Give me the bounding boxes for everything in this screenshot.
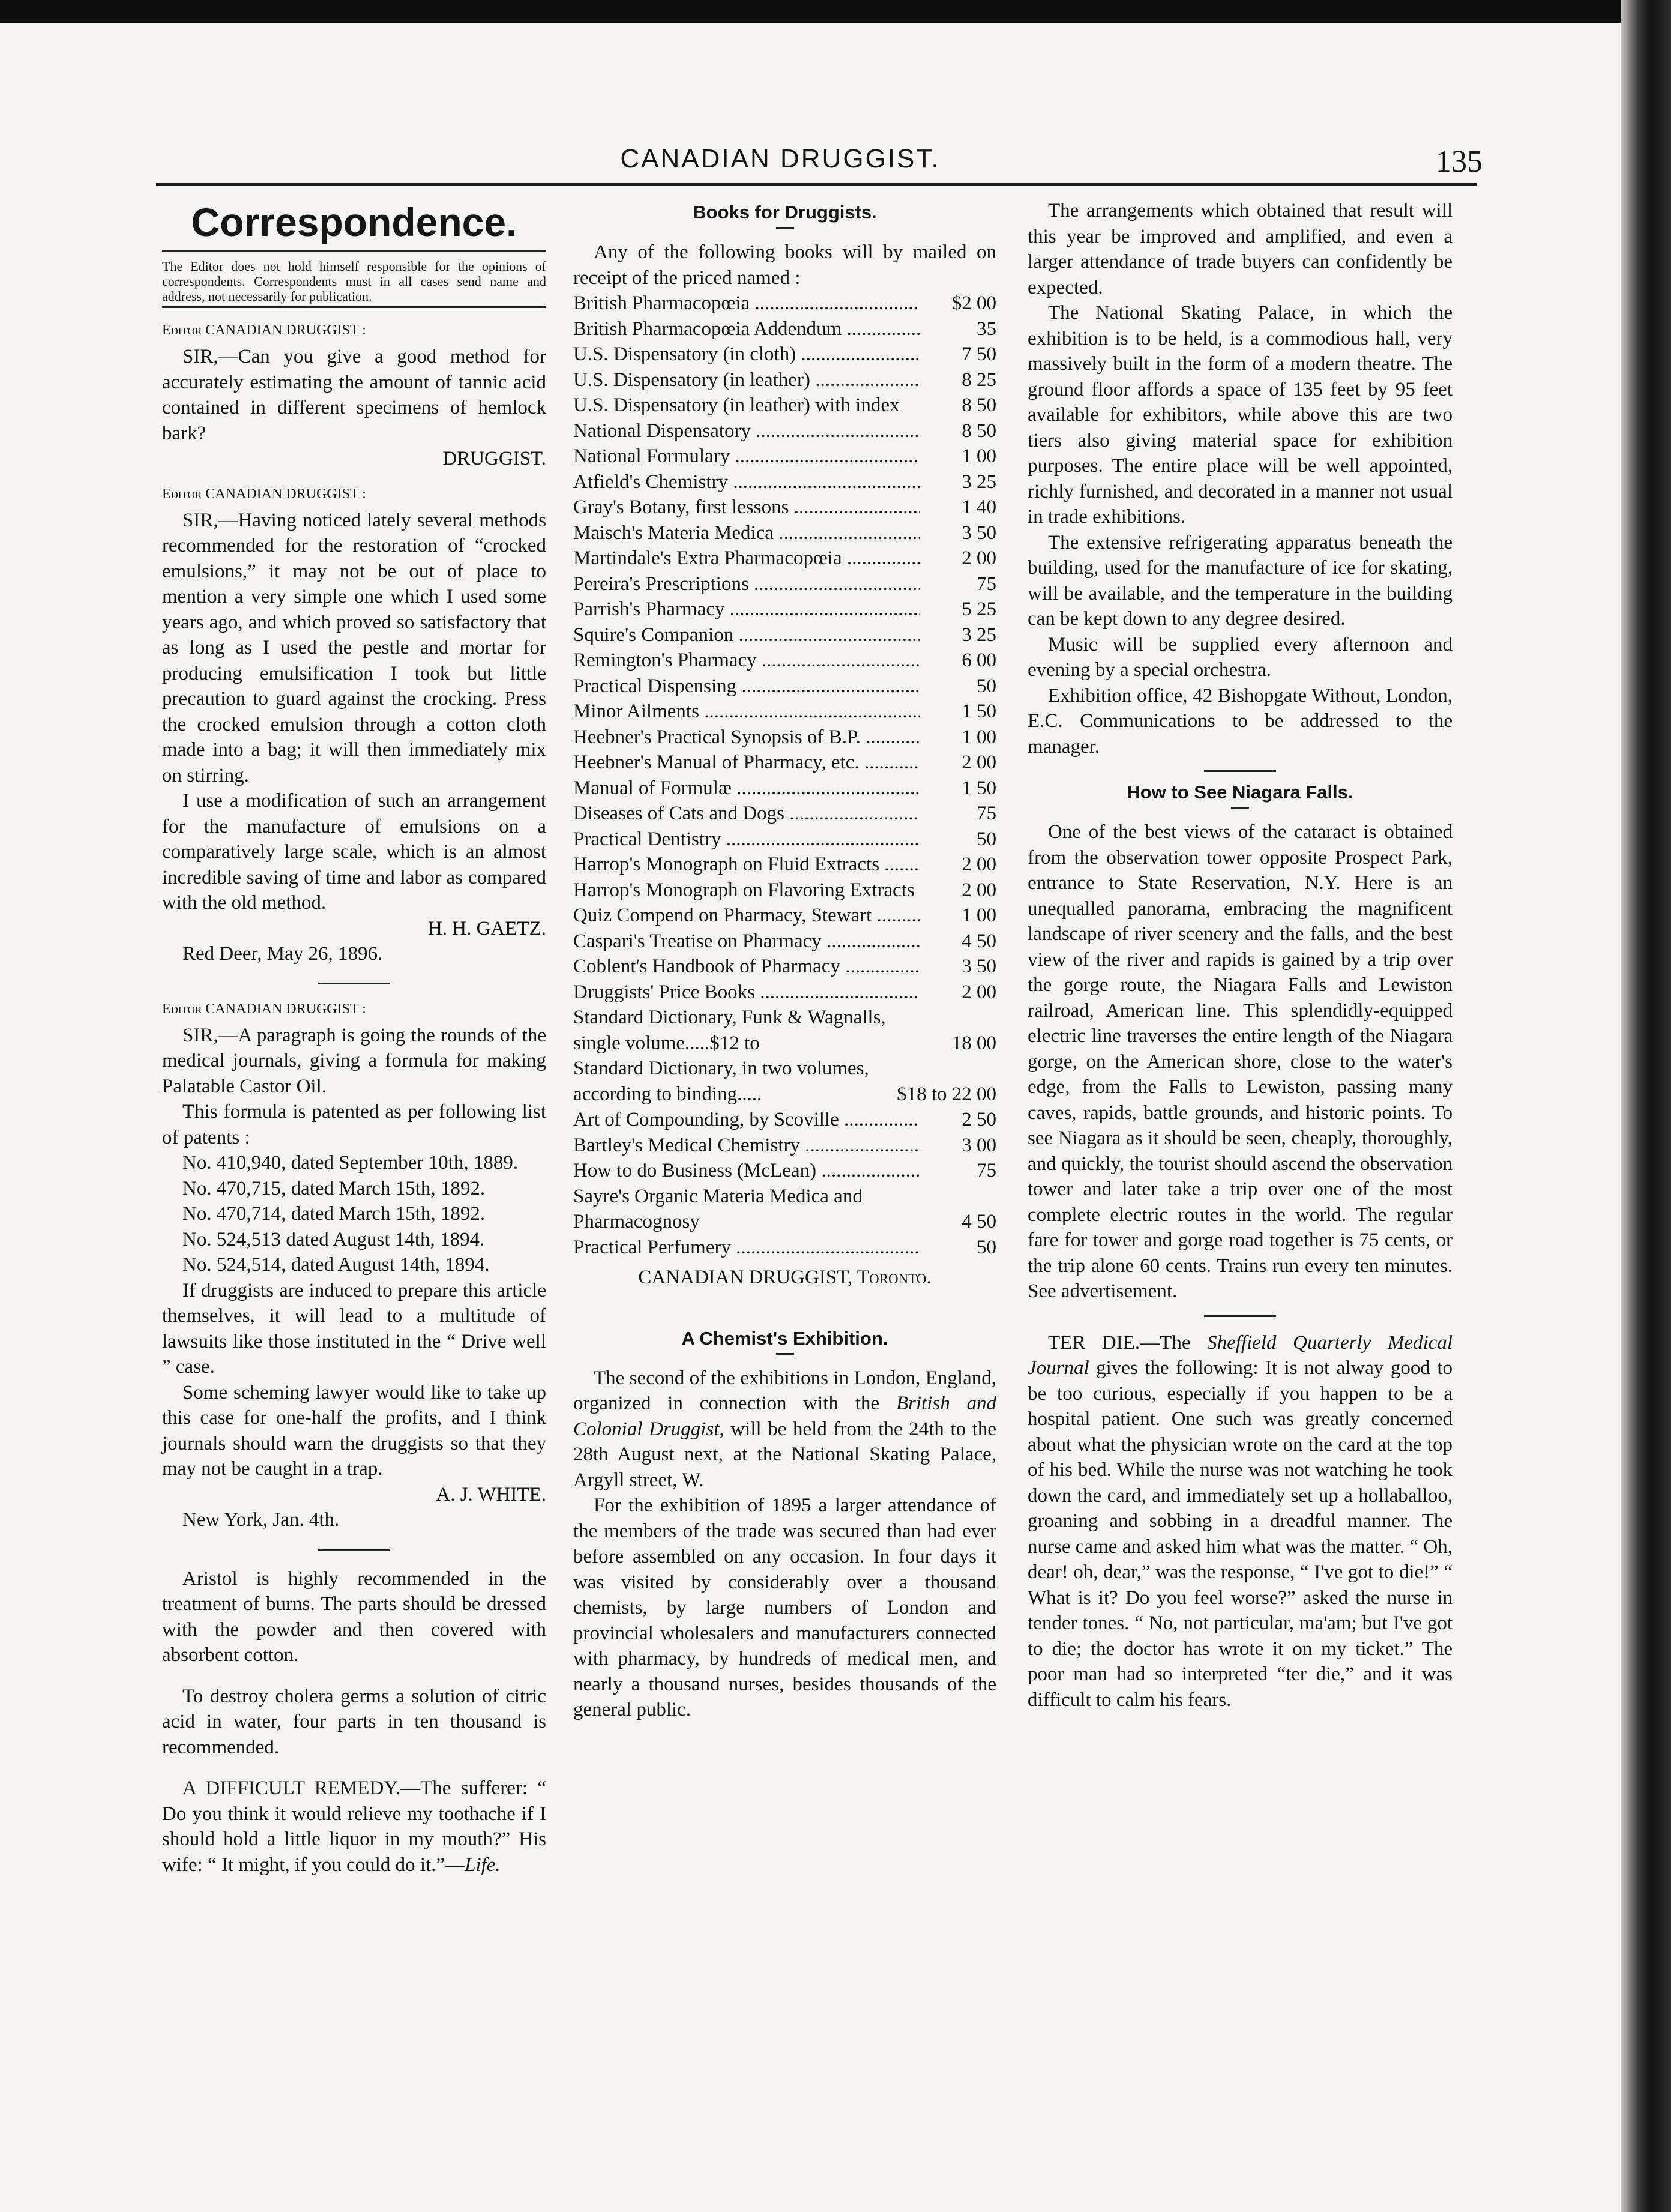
patent-item: No. 524,513 dated August 14th, 1894. (182, 1228, 485, 1250)
book-title: Harrop's Monograph on Fluid Extracts ..... (573, 852, 920, 878)
book-title: Gray's Botany, first lessons ..... (573, 495, 920, 520)
book-title: Practical Dentistry ..... (573, 827, 920, 852)
book-price: 5 25 (962, 598, 996, 620)
letter-place-date: New York, Jan. 4th. (182, 1509, 340, 1531)
letter-salutation: Editor CANADIAN DRUGGIST : (162, 322, 366, 338)
book-title: Heebner's Manual of Pharmacy, etc. ..... (573, 750, 920, 776)
letter-paragraph: I use a modification of such an arrangement for the manufacture of emulsions on a comparatively large scale, which is an almost incredible saving of time and labor as compared with the old method. (162, 790, 546, 914)
book-title: Minor Ailments ..... (573, 699, 920, 725)
exhibition-paragraph: Music will be supplied every afternoon and evening by a special orchestra. (1028, 633, 1453, 681)
header-rule (156, 183, 1477, 186)
book-title: National Formulary ..... (573, 444, 920, 469)
ter-die-lead: TER DIE. (1048, 1331, 1140, 1354)
exhibition-paragraph: The National Skating Palace, in which the exhibition is to be held, is a commodious hall, very massively built in the form of a modern theatre. The ground floor affords a space of 135 feet by 95 feet available for exhibitors, while above this are two tiers also giving material space for exhibition purposes. The entire place will be well appointed, richly furnished, and decorated in a manner not usual in trade exhibitions. (1028, 302, 1453, 528)
book-price: 50 (977, 675, 996, 697)
book-price: 6 00 (962, 649, 996, 671)
book-item (573, 852, 996, 878)
letter-body: SIR,—Can you give a good method for accurately estimating the amount of tannic acid contained in different specimens of hemlock bark? (162, 346, 546, 444)
remedy-body: —The sufferer: “ Do you think it would relieve my toothache if I should hold a little liquor in my mouth?” His wife: “ It might, if you could do it.”— (162, 1777, 546, 1876)
book-item (573, 1056, 996, 1107)
book-item (573, 597, 996, 622)
book-item (573, 622, 996, 648)
running-head: CANADIAN DRUGGIST. (620, 144, 941, 173)
book-price: $2 00 (951, 292, 996, 314)
exhibition-text: The second of the exhibitions in London, England, organized in connection with the (573, 1367, 996, 1414)
book-item (573, 291, 996, 316)
book-item (573, 648, 996, 674)
section-title-exhibition: A Chemist's Exhibition. (681, 1327, 888, 1349)
book-title: Martindale's Extra Pharmacopœia ..... (573, 546, 920, 571)
book-price: 1 00 (962, 905, 996, 926)
letter-paragraph: This formula is patented as per following list of patents : (162, 1101, 546, 1148)
book-item (573, 954, 996, 980)
book-title: National Dispensatory ..... (573, 418, 920, 444)
book-item (573, 520, 996, 546)
book-price: 8 25 (962, 369, 996, 391)
book-title: Practical Dispensing ..... (573, 674, 920, 699)
section-title-niagara: How to See Niagara Falls. (1127, 782, 1353, 803)
book-item (573, 1107, 996, 1133)
book-item (573, 699, 996, 725)
exhibition-paragraph: Exhibition office, 42 Bishopgate Without, London, E.C. Communications to be addressed to the manager. (1028, 684, 1453, 758)
book-title: Coblent's Handbook of Pharmacy ..... (573, 954, 920, 980)
book-price: 3 50 (962, 956, 996, 977)
journal-name: British and Colonial Druggist (573, 1393, 996, 1440)
patent-item: No. 470,715, dated March 15th, 1892. (182, 1177, 486, 1199)
book-title: Standard Dictionary, in two volumes, according to binding..... (573, 1058, 869, 1105)
book-price: 1 50 (962, 777, 996, 799)
book-price: 1 50 (962, 701, 996, 722)
book-price: 1 00 (962, 445, 996, 467)
book-title: Caspari's Treatise on Pharmacy ..... (573, 929, 920, 954)
book-item (573, 1235, 996, 1261)
book-item (573, 1184, 996, 1235)
book-item (573, 418, 996, 444)
book-price: 2 00 (962, 547, 996, 569)
book-price: 3 25 (962, 624, 996, 646)
patent-item: No. 470,714, dated March 15th, 1892. (182, 1203, 486, 1225)
book-item (573, 546, 996, 571)
column-2 (573, 198, 996, 1723)
book-price: 4 50 (962, 1211, 996, 1232)
book-item (573, 444, 996, 469)
books-intro: Any of the following books will by mailed on receipt of the priced named : (573, 241, 996, 289)
divider (318, 983, 390, 984)
book-item (573, 776, 996, 801)
letter-paragraph: Some scheming lawyer would like to take up this case for one-half the profits, and I think journals should warn the druggists so that they may not be caught in a trap. (162, 1381, 546, 1480)
book-price: 2 50 (962, 1109, 996, 1130)
divider (1204, 770, 1276, 772)
book-title: Harrop's Monograph on Flavoring Extracts (573, 879, 915, 901)
book-price: 2 00 (962, 752, 996, 773)
book-price: 35 (977, 318, 996, 340)
book-price: 8 50 (962, 420, 996, 442)
book-title: U.S. Dispensatory (in cloth) ..... (573, 342, 920, 367)
divider (776, 1353, 794, 1355)
book-item (573, 571, 996, 597)
difficult-remedy (162, 1776, 546, 1878)
book-item (573, 929, 996, 954)
book-price: 2 00 (962, 981, 996, 1003)
book-title: Practical Perfumery ..... (573, 1235, 920, 1261)
book-title: U.S. Dispensatory (in leather) ..... (573, 367, 920, 393)
book-title: Sayre's Organic Materia Medica and Pharmacognosy (573, 1185, 863, 1232)
book-item (573, 316, 996, 342)
book-title: Art of Compounding, by Scoville ..... (573, 1107, 920, 1133)
book-title: British Pharmacopœia Addendum ..... (573, 316, 920, 342)
book-price: 4 50 (962, 930, 996, 952)
exhibition-paragraph: The extensive refrigerating apparatus beneath the building, used for the manufacture of ice for skating, will be available, and the temperature in the building can be kept down to any degree desired. (1028, 531, 1453, 630)
top-scan-edge (0, 0, 1671, 23)
book-item (573, 903, 996, 929)
book-price: 75 (977, 573, 996, 595)
letter-paragraph: If druggists are induced to prepare this article themselves, it will lead to a multitude of lawsuits like those instituted in the “ Drive well ” case. (162, 1279, 546, 1378)
divider (162, 250, 546, 252)
book-title: Heebner's Practical Synopsis of B.P. ..... (573, 725, 920, 750)
book-price: 3 00 (962, 1134, 996, 1156)
book-title: Maisch's Materia Medica ..... (573, 520, 920, 546)
book-price: 75 (977, 803, 996, 824)
book-title: Standard Dictionary, Funk & Wagnalls, single volume.....$12 to (573, 1007, 886, 1054)
book-price: 2 00 (962, 854, 996, 875)
book-price: 8 50 (962, 394, 996, 416)
book-title: Diseases of Cats and Dogs ..... (573, 801, 920, 827)
book-item (573, 801, 996, 827)
divider (1231, 807, 1249, 809)
ter-die-text: gives the following: It is not alway good to be too curious, especially if you happen to be a hospital patient. One such was greatly concerned about what the physician wrote on the card at the top of his bed. While the nurse was not watching he took down the card, and immediately set up a hollaballoo, groaning and sobbing in a dreadful manner. The nurse came and asked him what was the matter. “ Oh, dear! oh, dear,” was the response, “ I've got to die!” “ What is it? Do you feel worse?” asked the nurse in tender tones. “ No, not particular, ma'am; but I've got to die; the doctor has wrote it on my ticket.” The poor man had so interpreted “ter die,” and it was difficult to calm his fears. (1028, 1357, 1453, 1711)
book-price: 18 00 (951, 1032, 996, 1054)
book-item (573, 469, 996, 495)
book-item (573, 980, 996, 1005)
book-item (573, 1005, 996, 1056)
exhibition-paragraph (573, 1366, 996, 1493)
right-scan-edge (1621, 0, 1671, 2212)
book-item (573, 827, 996, 852)
book-title: Bartley's Medical Chemistry ..... (573, 1133, 920, 1159)
book-item (573, 393, 996, 418)
book-title: Atfield's Chemistry ..... (573, 469, 920, 495)
book-title: Manual of Formulæ ..... (573, 776, 920, 801)
book-item (573, 1158, 996, 1184)
divider (1204, 1315, 1276, 1317)
book-item (573, 495, 996, 520)
ter-die-article (1028, 1330, 1453, 1713)
book-price: 1 00 (962, 726, 996, 748)
exhibition-paragraph: The arrangements which obtained that result will this year be improved and amplified, and even a larger attendance of trade buyers can confidently be expected. (1028, 200, 1453, 298)
column-3 (1028, 198, 1453, 1713)
book-price: 50 (977, 1236, 996, 1258)
remedy-lead: A DIFFICULT REMEDY. (182, 1777, 401, 1799)
book-price: 7 50 (962, 343, 996, 365)
column-1 (162, 198, 546, 1878)
divider (162, 306, 546, 308)
book-price: 3 25 (962, 471, 996, 493)
book-price: $18 to 22 00 (897, 1083, 996, 1105)
letter-signature: DRUGGIST. (442, 448, 546, 469)
book-title: Remington's Pharmacy ..... (573, 648, 920, 674)
letter-salutation: Editor CANADIAN DRUGGIST : (162, 1001, 366, 1017)
book-list (573, 291, 996, 1260)
letter-signature: H. H. GAETZ. (427, 917, 546, 939)
letter-salutation: Editor CANADIAN DRUGGIST : (162, 486, 366, 502)
divider (776, 227, 794, 229)
book-title: Druggists' Price Books ..... (573, 980, 920, 1005)
book-item (573, 878, 996, 903)
book-price: 1 40 (962, 496, 996, 518)
exhibition-paragraph: For the exhibition of 1895 a larger attendance of the members of the trade was secured than had ever before assembled on any occasion. In four days it was visited by considerably over a thousand chemists, by large numbers of London and provincial wholesalers and manufacturers connected with pharmacy, by hundreds of medical men, and nearly a thousand nurses, besides thousands of the general public. (573, 1495, 996, 1720)
patent-item: No. 410,940, dated September 10th, 1889. (182, 1152, 519, 1174)
book-price: 50 (977, 828, 996, 850)
books-footer: CANADIAN DRUGGIST, Toronto. (638, 1267, 932, 1288)
journal-name: Sheffield Quarterly Medical Journal (1028, 1331, 1453, 1379)
book-item (573, 367, 996, 393)
book-item (573, 674, 996, 699)
letter-paragraph: SIR,—Having noticed lately several methods recommended for the restoration of “crocked emulsions,” it may not be out of place to mention a very simple one which I used some years ago, and which proved so satisfactory that as long as I used the pestle and mortar for producing emulsification I took but little precaution to guard against the crocking. Press the crocked emulsion through a cotton cloth made into a bag; it will then immediately mix on stirring. (162, 509, 546, 786)
divider (318, 1549, 390, 1551)
cholera-note: To destroy cholera germs a solution of citric acid in water, four parts in ten thousand is recommended. (162, 1685, 546, 1758)
book-title: U.S. Dispensatory (in leather) with index (573, 394, 900, 416)
page-number: 135 (1436, 145, 1483, 179)
niagara-body: One of the best views of the cataract is obtained from the observation tower opposite Prospect Park, entrance to State Reservation, N.Y. Here is an unequalled panorama, embracing the magnificent landscape of river scenery and the falls, and the best view of the river and rapids is gained by a trip over the gorge route, the Niagara Falls and Lewiston railroad, American line. This splendidly-equipped electric line traverses the entire length of the Niagara gorge, on the American shore, close to the water's edge, from the Falls to Lewiston, passing many caves, rapids, battle grounds, and historic points. To see Niagara as it should be seen, cheaply, thoroughly, and quickly, the tourist should ascend the observation tower and later take a trip over one of the most complete electric routes in the world. The regular fare for tower and gorge road together is 75 cents, or the trip alone 60 cents. Trains run every ten minutes. See advertisement. (1028, 821, 1453, 1302)
section-title-correspondence: Correspondence. (191, 200, 517, 244)
remedy-source: Life. (465, 1854, 501, 1876)
book-price: 3 50 (962, 522, 996, 544)
book-price: 2 00 (962, 879, 996, 901)
editor-disclaimer: The Editor does not hold himself responsible for the opinions of correspondents. Correspondents must in all cases send name and address, not necessarily for publication. (162, 259, 546, 304)
book-title: Parrish's Pharmacy ..... (573, 597, 920, 622)
book-item (573, 342, 996, 367)
book-title: Squire's Companion ..... (573, 622, 920, 648)
patent-item: No. 524,514, dated August 14th, 1894. (182, 1254, 490, 1276)
letter-signature: A. J. WHITE. (436, 1483, 546, 1505)
book-item (573, 750, 996, 776)
aristol-note: Aristol is highly recommended in the treatment of burns. The parts should be dressed with the powder and then covered with absorbent cotton. (162, 1567, 546, 1666)
section-title-books: Books for Druggists. (693, 202, 877, 223)
book-item (573, 725, 996, 750)
letter-place-date: Red Deer, May 26, 1896. (182, 943, 383, 965)
exhibition-text: , will be held from the 24th to the 28th August next, at the National Skating Palace, Argyll street, W. (573, 1418, 996, 1491)
book-title: Quiz Compend on Pharmacy, Stewart ..... (573, 903, 920, 929)
book-title: British Pharmacopœia ..... (573, 291, 920, 316)
book-title: How to do Business (McLean) ..... (573, 1158, 920, 1184)
book-item (573, 1133, 996, 1159)
letter-paragraph: SIR,—A paragraph is going the rounds of the medical journals, giving a formula for making Palatable Castor Oil. (162, 1024, 546, 1097)
ter-die-text: —The (1140, 1331, 1208, 1354)
book-price: 75 (977, 1160, 996, 1181)
book-title: Pereira's Prescriptions ..... (573, 571, 920, 597)
